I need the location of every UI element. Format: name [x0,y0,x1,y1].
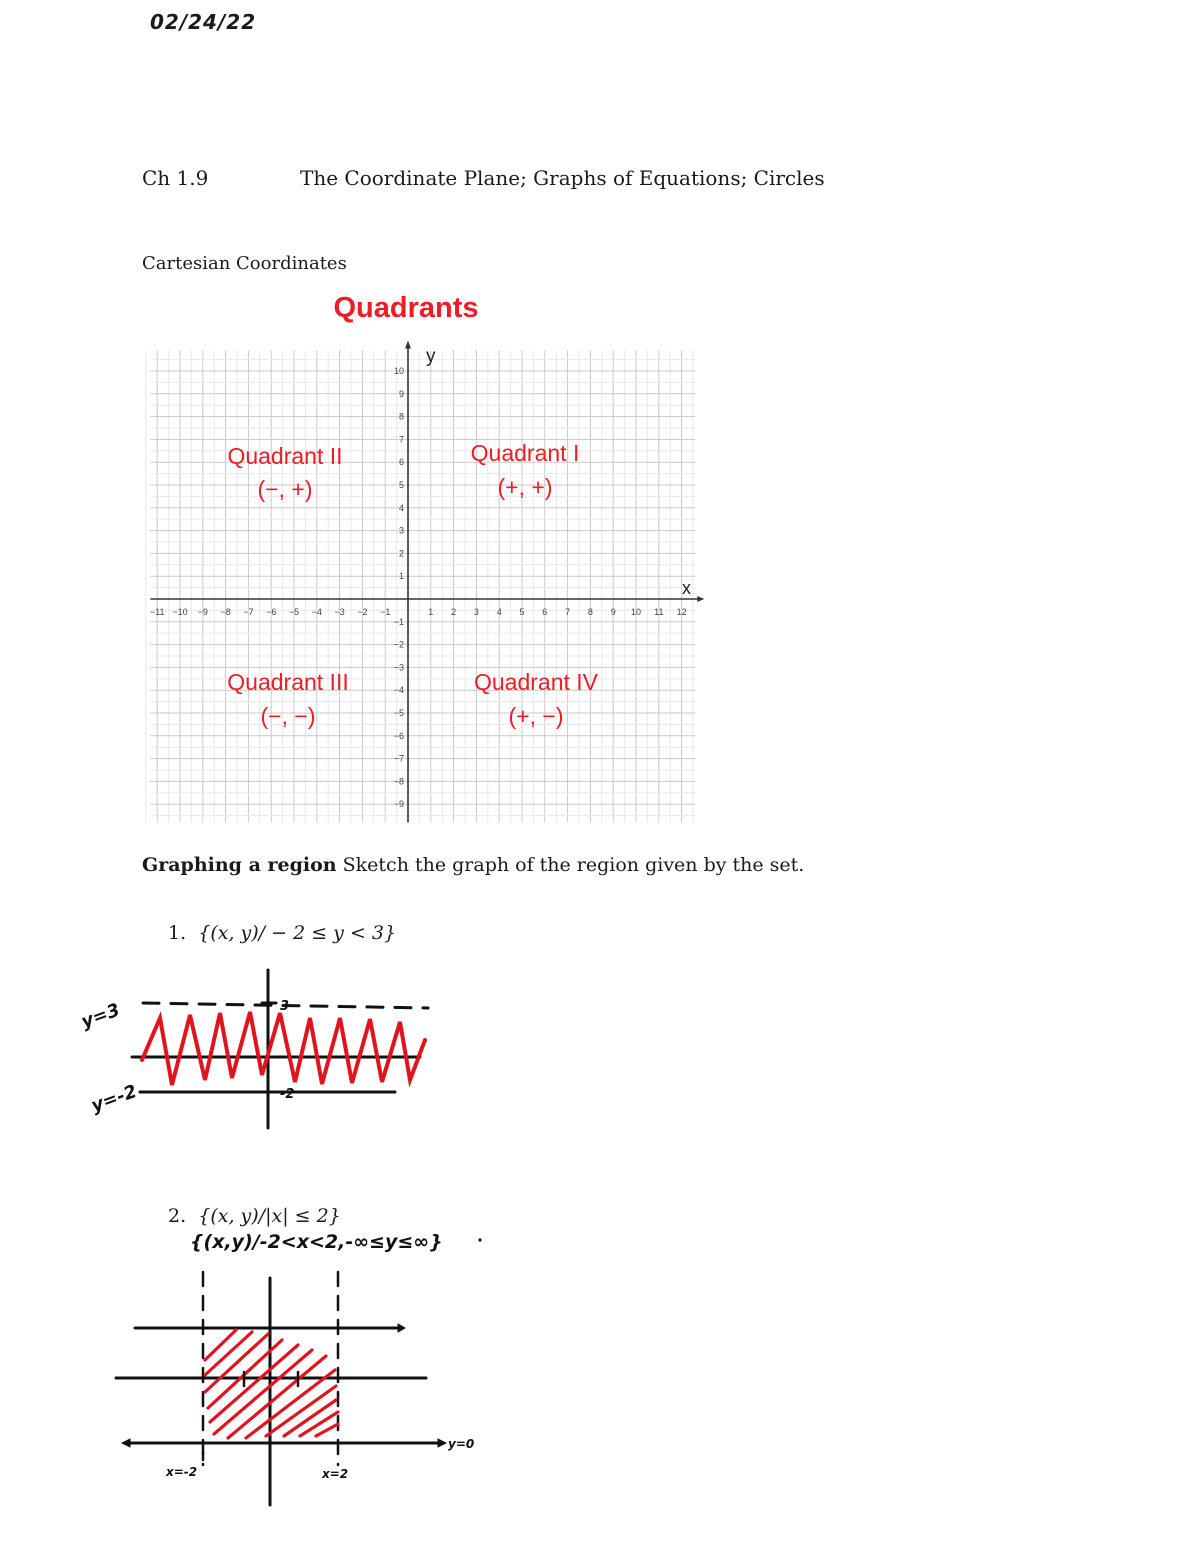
y-tick-label: 8 [398,411,404,422]
p2-label-axis: y=0 [448,1437,475,1451]
y-tick-label: 9 [398,388,404,399]
y-tick-label: 2 [398,548,404,559]
quadrant-4-sign: (+, −) [508,703,564,729]
x-tick-label: 7 [565,607,571,617]
x-tick-label: −4 [311,607,322,617]
quadrant-4-name: Quadrant IV [473,669,599,695]
x-tick-label: 1 [428,607,434,617]
chapter-title: The Coordinate Plane; Graphs of Equations; Circles [300,166,825,190]
y-tick-label: −5 [393,708,404,718]
x-tick-label: −6 [266,607,277,617]
quadrant-2-name: Quadrant II [227,443,343,469]
x-tick-label: −5 [288,607,300,617]
x-axis-arrow [697,596,704,602]
y-tick-label: −3 [393,662,404,673]
problem-2-set: {(x, y)/|x| ≤ 2} [198,1205,341,1227]
x-tick-label: −11 [149,607,165,617]
quadrant-1-name: Quadrant I [470,440,580,466]
x-tick-label: −1 [380,607,391,617]
y-axis-arrow [405,340,411,348]
section-title: Cartesian Coordinates [142,253,347,274]
p2-label-left-line: x=-2 [166,1465,198,1479]
y-axis-label: y [426,346,436,367]
p1-label-upper-line: y=3 [78,999,123,1033]
graphing-region-line [142,854,804,876]
y-tick-label: −6 [393,730,404,741]
x-tick-label: 4 [496,607,502,617]
p1-shading-scribble [142,1012,425,1085]
p2-handwritten-set-note: {(x,y)/-2<x<2,-∞≤y≤∞} [190,1231,443,1253]
p1-tick-label-lower: -2 [280,1087,295,1102]
problem-1-set: {(x, y)/ − 2 ≤ y < 3} [198,922,397,944]
y-tick-label: 6 [398,457,404,468]
problem-2-number: 2. [168,1205,187,1227]
graphing-instruction: Sketch the graph of the region given by the set. [342,854,805,876]
y-tick-label: −2 [393,639,404,650]
graphing-heading: Graphing a region [142,854,337,876]
y-tick-label: −9 [393,799,404,810]
x-axis-label: x [682,578,691,598]
x-tick-label: 8 [587,607,593,617]
problem-1-number: 1. [168,922,187,944]
y-tick-label: 4 [398,502,404,513]
quadrant-3-sign: (−, −) [260,703,316,729]
x-tick-label: 11 [654,607,664,617]
y-tick-label: 7 [398,434,404,445]
quadrant-3-name: Quadrant III [227,669,349,695]
x-tick-label: 12 [676,607,687,617]
y-tick-label: −4 [393,685,404,696]
x-tick-label: 9 [610,607,616,617]
x-tick-label: −2 [357,607,368,617]
p1-label-lower-line: y=-2 [88,1080,140,1117]
chart-title: Quadrants [333,292,479,324]
p2-label-right-line: x=2 [322,1467,349,1481]
x-tick-label: −9 [197,607,208,617]
quadrant-2-sign: (−, +) [257,476,313,502]
x-tick-label: 10 [630,607,642,617]
x-tick-label: 6 [542,607,548,617]
x-tick-label: −3 [334,607,345,617]
x-tick-label: −8 [220,607,231,617]
problem-1-sketch [132,970,428,1128]
chapter-number: Ch 1.9 [142,166,209,190]
y-tick-label: 10 [393,366,404,376]
p1-tick-label-upper: 3 [280,999,290,1014]
x-tick-label: 3 [473,607,479,617]
quadrant-1-sign: (+, +) [497,474,553,500]
y-tick-label: −7 [393,753,404,764]
x-tick-label: 5 [519,607,525,617]
x-tick-label: −10 [172,607,188,617]
stray-dot [478,1238,481,1241]
y-tick-label: 3 [398,525,404,536]
y-tick-label: −1 [393,616,404,627]
problem-1 [168,922,396,944]
x-tick-label: −7 [243,607,254,617]
y-tick-label: 5 [398,480,404,490]
y-tick-label: 1 [398,571,404,582]
problem-2 [168,1205,341,1227]
handwritten-date: 02/24/22 [150,10,257,34]
y-tick-label: −8 [393,776,404,787]
x-tick-label: 2 [451,607,457,617]
